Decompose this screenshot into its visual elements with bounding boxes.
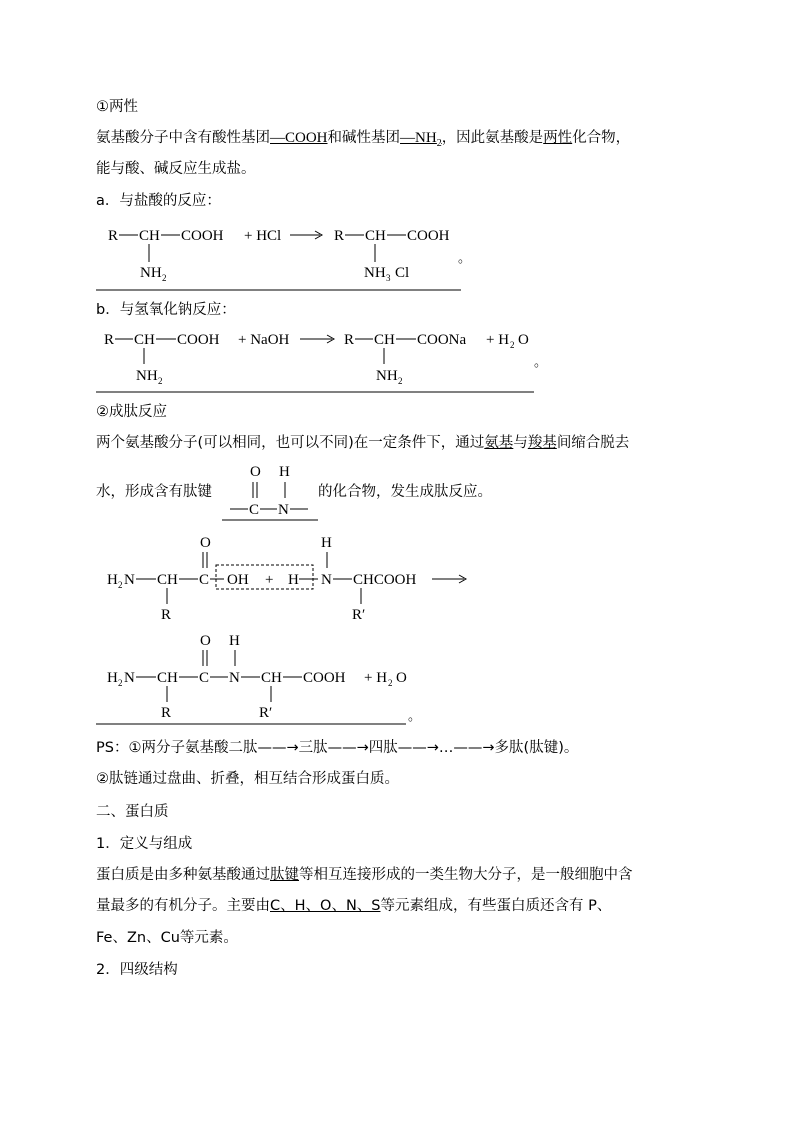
paragraph-peptide-line2-end: 的化合物，发生成肽反应。 xyxy=(318,484,492,500)
group-nh: NH xyxy=(140,265,162,281)
group-chcooh: CHCOOH xyxy=(353,572,417,588)
atom-ch: CH xyxy=(157,670,178,686)
atom-r: R xyxy=(161,705,172,721)
group-cooh: COOH xyxy=(177,332,220,348)
atom-n: N xyxy=(321,572,332,588)
ps-note-line2: ②肽链通过盘曲、折叠，相互结合形成蛋白质。 xyxy=(96,771,399,787)
paragraph-protein-line1 xyxy=(96,865,633,885)
subheading-definition: 1．定义与组成 xyxy=(96,836,193,852)
atom-ch: CH xyxy=(374,332,395,348)
equation-condensation-reactants xyxy=(96,530,476,626)
equation-condensation-products xyxy=(96,628,436,728)
blank-peptide-bond: 肽键 xyxy=(270,867,299,883)
reagent-hcl: + HCl xyxy=(244,228,282,244)
atom-n: N xyxy=(278,502,289,518)
blank-cooh: —COOH xyxy=(270,130,328,146)
group-oh: OH xyxy=(227,572,249,588)
text: ，因此氨基酸是 xyxy=(441,130,544,146)
text: 与 xyxy=(513,435,528,451)
atom-c: C xyxy=(249,502,260,518)
blank-nh2 xyxy=(400,130,442,149)
atom-c: C xyxy=(199,572,210,588)
subscript-2: 2 xyxy=(162,273,167,283)
atom-r: R xyxy=(334,228,345,244)
group-cooh: COOH xyxy=(407,228,450,244)
reagent-naoh: + NaOH xyxy=(238,332,290,348)
atom-ch: CH xyxy=(134,332,155,348)
atom-r: R xyxy=(344,332,355,348)
atom-cl: Cl xyxy=(395,265,410,281)
ps-note-line1: PS：①两分子氨基酸二肽——→三肽——→四肽——→…——→多肽(肽键)。 xyxy=(96,740,579,756)
atom-o: O xyxy=(396,670,407,686)
blank-amino: 氨基 xyxy=(484,435,514,451)
group-cooh: COOH xyxy=(181,228,224,244)
text: —NH xyxy=(400,130,437,146)
label-reaction-b: b．与氢氧化钠反应： xyxy=(96,302,236,318)
paragraph-amphoteric-line2: 能与酸、碱反应生成盐。 xyxy=(96,161,256,177)
subscript-2: 2 xyxy=(510,340,515,350)
period: 。 xyxy=(534,355,548,370)
atom-r: R xyxy=(104,332,115,348)
equation-hcl xyxy=(96,218,496,294)
atom-r-prime: R′ xyxy=(352,607,366,623)
group-nh: NH xyxy=(376,368,398,384)
period: 。 xyxy=(408,709,422,724)
equation-naoh xyxy=(96,324,556,396)
atom-r: R xyxy=(161,607,172,623)
atom-ch: CH xyxy=(365,228,386,244)
subscript-3: 3 xyxy=(386,273,391,283)
blank-amphoteric: 两性 xyxy=(543,130,573,146)
plus-sign: + xyxy=(265,572,274,588)
atom-o: O xyxy=(200,535,211,551)
text: 等元素组成，有些蛋白质还含有 P、 xyxy=(380,898,612,914)
atom-n: N xyxy=(229,670,240,686)
atom-ch: CH xyxy=(139,228,160,244)
paragraph-protein-line3: Fe、Zn、Cu等元素。 xyxy=(96,930,238,946)
atom-ch: CH xyxy=(157,572,178,588)
label-reaction-a: a．与盐酸的反应： xyxy=(96,193,221,209)
text: 化合物， xyxy=(572,130,631,146)
atom-h: H xyxy=(279,464,290,480)
text: 蛋白质是由多种氨基酸通过 xyxy=(96,867,270,883)
atom-r-prime: R′ xyxy=(259,705,273,721)
peptide-bond-structure xyxy=(222,460,322,524)
subscript-2: 2 xyxy=(388,678,393,688)
subscript-2: 2 xyxy=(118,580,123,590)
subscript-2: 2 xyxy=(158,376,163,386)
atom-h: H xyxy=(107,670,118,686)
atom-h: H xyxy=(107,572,118,588)
atom-r: R xyxy=(108,228,119,244)
text: 和碱性基团 xyxy=(327,130,401,146)
atom-n: N xyxy=(124,572,135,588)
atom-h: H xyxy=(229,633,240,649)
paragraph-peptide-line2-start: 水，形成含有肽键 xyxy=(96,484,212,500)
atom-c: C xyxy=(199,670,210,686)
period: 。 xyxy=(458,251,472,266)
atom-ch: CH xyxy=(261,670,282,686)
text: 量最多的有机分子。主要由 xyxy=(96,898,270,914)
section-heading-amphoteric: ①两性 xyxy=(96,99,138,115)
group-coona: COONa xyxy=(417,332,467,348)
blank-elements: C、H、O、N、S xyxy=(270,898,381,914)
product-water: + H xyxy=(486,332,510,348)
atom-h: H xyxy=(288,572,299,588)
section-heading-protein: 二、蛋白质 xyxy=(96,804,169,820)
section-heading-peptide: ②成肽反应 xyxy=(96,404,167,420)
blank-carboxyl: 羧基 xyxy=(527,435,557,451)
text: 两个氨基酸分子(可以相同，也可以不同)在一定条件下，通过 xyxy=(96,435,485,451)
group-nh: NH xyxy=(136,368,158,384)
subscript: 2 xyxy=(436,138,442,149)
paragraph-amphoteric-line1 xyxy=(96,128,630,154)
paragraph-peptide-line1 xyxy=(96,433,629,453)
text: 间缩合脱去 xyxy=(556,435,630,451)
group-nh: NH xyxy=(364,265,386,281)
paragraph-protein-line2 xyxy=(96,896,611,916)
atom-h: H xyxy=(321,535,332,551)
atom-o: O xyxy=(518,332,529,348)
atom-o: O xyxy=(200,633,211,649)
text: 等相互连接形成的一类生物大分子，是一般细胞中含 xyxy=(299,867,633,883)
subheading-four-level-structure: 2．四级结构 xyxy=(96,962,178,978)
subscript-2: 2 xyxy=(118,678,123,688)
atom-o: O xyxy=(250,464,261,480)
subscript-2: 2 xyxy=(398,376,403,386)
text: 氨基酸分子中含有酸性基团 xyxy=(96,130,270,146)
product-water: + H xyxy=(364,670,388,686)
atom-n: N xyxy=(124,670,135,686)
group-cooh: COOH xyxy=(303,670,346,686)
